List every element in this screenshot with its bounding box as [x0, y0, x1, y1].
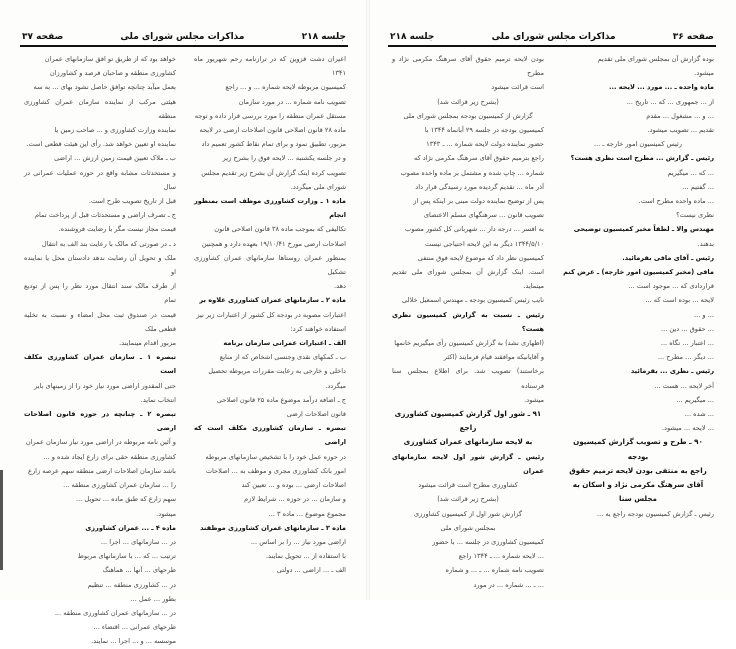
right-page [368, 0, 736, 600]
text-line: در ... کشاورزی منطقه ... تنظیم [87, 580, 176, 589]
text-line: انتخاب نماید. [140, 395, 176, 404]
text-line: است. اینک گزارش آن بمجلس شورای ملی تقدیم مینماید. [392, 268, 544, 291]
page-number: صفحه ۳۶ [672, 32, 714, 42]
text-line: رئیس ـ نظری ... بفرمائید [630, 367, 714, 376]
text-line: ماده ۱ ـ وزارت کشاورزی موظف است بمنظور انجام [194, 197, 346, 220]
text-line: استفاده خواهند کرد: [290, 324, 346, 333]
text-line: ماده ۳ ـ سازمانهای عمران کشاورزی موظفند [200, 523, 346, 532]
scan-edge-shadow [0, 470, 3, 570]
text-line: اصلاحات ارضی ... بوده و ... تعیین کند [241, 481, 346, 490]
text-line: مستقل عمران منطقه را مورد بررسی قرار داده و توجه [194, 111, 346, 120]
text-line: و آئین نامه مربوطه در اراضی مورد نیاز سازمان عمران [25, 438, 176, 447]
text-line: بوده گزارش آن بمجلس شورای ملی تقدیم [597, 55, 714, 63]
text-line: در حوزه عمل خود را با تشخیص سازمانهای مربوطه [205, 452, 346, 461]
text-line: موسسه ... و ... اجرا ... نمایند. [91, 637, 176, 646]
text-line: باشد سازمان اصلاحات ارضی منطقه سهم عرصه زارع [28, 466, 176, 475]
text-line: تصویب کرده اینک گزارش آن بشرح زیر تقدیم مجلس [201, 168, 346, 177]
text-line: نماینده او تعیین خواهد شد. رأی این هیئت قطعی است. [26, 140, 176, 149]
text-line: قراردادی که ... موجود است ... [628, 282, 714, 291]
column-right [562, 52, 714, 521]
text-line: میشود. [156, 509, 176, 518]
text-line: آذر ماه ... تقدیم گردیده مورد رسیدگی قرار داد [415, 182, 544, 191]
text-line: رئیس ـ گزارش شور اول لایحه سازمانهای عمران [392, 452, 544, 475]
text-line: بمنظور عمران روستاها سازمانهای عمران کشاورزی تشکیل [194, 253, 346, 277]
publication-title: مذاکرات مجلس شورای ملی [120, 32, 245, 42]
text-line: قانون اصلاحات ارضی [286, 410, 346, 419]
text-line: راجع بترمیم حقوق آقای سرهنگ مکرمی نژاد که [413, 154, 544, 163]
text-line: ... شده ... [684, 410, 714, 419]
section-heading-line: به لایحه سازمانهای عمران کشاورزی [403, 437, 533, 447]
text-line: (اظهاری نشد) به گزارش کمیسیون رأی میگیریم خانمها [394, 339, 544, 348]
text-line: از طرف مالک سند انتقال مورد نظر را پس از تودیع تمام [24, 282, 176, 305]
text-line: اراضی مورد نیاز ... را بر اساس ... [250, 537, 346, 546]
text-line: ... گفتیم ... [682, 182, 714, 191]
text-line: ۱۳۴۴/۵/۱۰ دیگر به این لایحه احتیاجی نیست [425, 239, 544, 248]
column-left [24, 52, 176, 649]
left-page [0, 0, 368, 646]
text-line: ... لایحه ... میشود. [661, 424, 714, 433]
text-line: و سازمان ... در حوزه ... شرایط لازم [244, 495, 346, 504]
text-line: قیمت مجاز نیست مگر با رضایت فروشنده. [58, 225, 176, 234]
page-number: صفحه ۳۷ [22, 32, 64, 42]
text-line: ... و ... مشغول ... مقدم [646, 111, 714, 120]
text-line: بمجلس شورای ملی [440, 523, 496, 532]
text-line: الف ـ ... اراضی ... دولتی [276, 566, 346, 575]
text-line: لایحه ... بوده است که ... [645, 296, 714, 305]
session-number: جلسه ۲۱۸ [390, 32, 435, 42]
publication-title: مذاکرات مجلس شورای ملی [491, 32, 616, 42]
text-line: تصویب نامه شماره ... ـ ... و شماره [445, 566, 544, 575]
text-line: در ... سازمانهای ... اجرا ... [100, 537, 176, 546]
column-left [392, 52, 544, 592]
text-line: ب ـ ملاک تعیین قیمت زمین ارزش ... اراضی [54, 154, 176, 163]
text-line: (بشرح زیر قرائت شد) [437, 495, 499, 504]
text-line: میشود. [524, 395, 544, 404]
text-line: ... میگیریم ... [676, 395, 714, 404]
text-line: تبصره ۱ ـ سازمان عمران کشاورزی مکلف است [24, 353, 176, 376]
text-line: میگردد. [325, 381, 346, 390]
text-line: ... ـ ... شماره ... در مورد [473, 580, 544, 589]
text-line: ملک و تحویل آن رضایت ندهد دادستان محل یا نماینده او [24, 253, 176, 277]
text-line: داخلی و خارجی به رعایت مقررات مربوطه تحصیل [208, 367, 346, 376]
text-line: بودن لایحه ترمیم حقوق آقای سرهنگ مکرمی نژاد و مطرح [392, 55, 544, 78]
text-line: پس از توضیح نماینده دولت مبنی بر اینکه پس از [413, 197, 544, 206]
text-line: رئیس ـ گزارش ... مطرح است نظری هست؟ [570, 154, 714, 163]
text-line: بدهند. [697, 239, 714, 248]
text-line: اعیران دشت قزوین که در ترازنامه رحم شهریور ماه ۱۳۴۱ [194, 55, 346, 78]
text-line: بطور ... عمل ... [130, 594, 176, 603]
text-line: برخاستند) تصویب شد. برای اطلاع بمجلس سنا فرستاده [392, 367, 544, 390]
text-line: مزبور، تطبیق نمود و برای تمام نقاط کشور تعمیم داد [201, 140, 346, 149]
text-line: نایب رئیس کمیسیون بودجه ـ مهندس اسمعیل خلالی [402, 296, 544, 305]
text-line: مهندس والا ـ لطفاً مخبر کمیسیون توضیحی [573, 225, 714, 234]
text-line: گزارش شور اول از کمیسیون کشاورزی [413, 509, 523, 518]
text-line: رئیس ـ نسبت به گزارش کمیسیون نظری هست؟ [392, 310, 544, 333]
text-line: و مستحدثات مشابه واقع در حوزه عملیات عمرانی در سال [24, 168, 176, 191]
text-line: قبل از تاریخ تصویب طرح است. [88, 197, 176, 206]
text-line: اعتبارات مصوبه در بودجه کل کشور از اعتبارات زیر نیز [196, 310, 346, 319]
text-line: ... که ... میگیریم [667, 168, 714, 177]
text-line: حتی المقدور اراضی مورد نیاز خود را از زمینهای بایر [34, 381, 176, 390]
column-right [194, 52, 346, 578]
text-line: ... دیگر ... مطرح ... [657, 353, 714, 362]
text-line: قیمت در صندوق ثبت محل امضاء و نسبت به تخلیه قطعی ملک [24, 310, 176, 333]
text-line: در ... سازمانهای عمران کشاورزی منطقه ... [54, 608, 176, 617]
text-line: الف ـ اعتبارات عمرانی سازمان برنامه [223, 339, 346, 348]
text-line: تصویب قانون ... سرهنگهای مسلم الاعتصای [423, 211, 544, 220]
text-line: ج ـ تصرف اراضی و مستحدثات قبل از پرداخت تمام [34, 211, 176, 220]
text-line: رئیس کمیسیون امور خارجه ـ ... [593, 140, 682, 149]
text-line: رئیس ـ آقای مافی بفرمائید. [622, 253, 714, 262]
text-line: حضور نماینده دولت لایحه شماره ... ـ ۱۳۴۳ [426, 140, 544, 149]
header-rule [388, 45, 716, 47]
text-line: ... لایحه شماره ... ـ ۱۳۴۴ راجع [458, 552, 544, 561]
text-line: ... اعتبار ... نگاه ... [660, 339, 714, 348]
text-line: ... و ... [694, 310, 714, 319]
text-line: د ـ در صورتی که مالک با رعایت بند الف به انتقال [41, 239, 176, 248]
text-line: را ... سازمان عمران کشاورزی منطقه ... [63, 481, 176, 490]
text-line: کشاورزی مطرح است قرائت میشود [418, 481, 518, 490]
text-line: آخر لایحه ... هست ... [654, 381, 714, 390]
text-line: ب ـ کمکهای نقدی وجنسی اشخاص که از منابع [219, 353, 346, 362]
text-line: دهد. [334, 282, 346, 291]
text-line: شورای ملی میگردد. [290, 182, 346, 191]
text-line: کمیسیون کشاورزی در جلسه ... با حضور [432, 537, 544, 546]
text-line: خواهد بود که از طریق تو افق سازمانهای عمران [44, 55, 176, 63]
page-header [390, 28, 714, 42]
text-line: ماده واحده ـ ... مورد ... لایحه ... [608, 83, 714, 92]
text-line: گزارش از کمیسیون بودجه بمجلس شورای ملی [403, 111, 533, 120]
book-gutter [366, 0, 370, 600]
text-line: تصویب نامه شماره ... در مورد سازمان [238, 97, 346, 106]
text-line: تبصره ۲ ـ چنانچه در حوزه قانون اصلاحات ارضی [24, 410, 176, 433]
text-line: نظری نیست؟ [676, 211, 714, 220]
text-line: ماده ۲۸ قانون اصلاحی قانون اصلاحات ارضی در لایحه [199, 126, 346, 135]
text-line: ماده ۴ ـ ... عمران کشاورزی [85, 523, 176, 532]
text-line: و آقایانیکه موافقند قیام فرمایند (اکثر [443, 353, 544, 362]
text-line: طرحهای عمرانی ... اقتضاء ... [93, 623, 176, 632]
text-line: از ... جمهوری ... که ... تاریخ ... [626, 97, 714, 106]
text-line: اصلاحات ارضی مورخ ۱۹/۱۰/۴۱ بعهده دارد و همچنین [201, 239, 346, 248]
text-line: کمیسیون نظر داد که موضوع لایحه فوق منتفی [417, 253, 544, 262]
text-line: نماینده وزارت کشاورزی و ... صاحب زمین یا [54, 126, 176, 135]
section-heading-line: آقای سرهنگ مکرمی نژاد و اسکان به [572, 480, 704, 490]
header-rule [20, 45, 348, 47]
section-heading-line: مجلس سنا [619, 494, 657, 504]
text-line: با استفاده از ... تحویل نمایند. [265, 552, 346, 561]
text-line: کشاورزی منطقه و صاحبان فرصد و کشاورزان [49, 69, 176, 78]
text-line: ترتیب ... که ... با سازمانهای مربوط [77, 552, 176, 561]
text-line: مافی (مخبر کمیسیون امور خارجه) ـ عرض کنم [563, 268, 714, 277]
text-line: هیئتی مرکب از نماینده سازمان عمران کشاورزی منطقه [24, 97, 176, 120]
text-line: به افسر ... درجه دار ... شهربانی کل کشور مصوب [405, 225, 544, 234]
text-line: و در جلسه یکشنبه ... لایحه فوق را بشرح زیر [222, 154, 346, 163]
text-line: کمیسیون مربوطه لایحه شماره ... و ... راجع [225, 83, 346, 92]
text-line: طرحهای ... آنها ... هماهنگ [102, 566, 176, 575]
text-line: سهم زارع که طبق ماده ... تحویل ... [75, 495, 176, 504]
text-line: تقدیم ... تصویب میشود. [647, 126, 714, 135]
text-line: (بشرح زیر قرائت شد) [437, 97, 499, 106]
text-line: ج ـ اضافه درآمد موضوع ماده ۲۵ قانون اصلاحی [216, 395, 346, 404]
text-line: ... حقوق ... دین ... [661, 324, 714, 333]
text-line: تبصره ـ سازمان کشاورزی مکلف است که اراضی [194, 424, 346, 447]
text-line: میشود. [694, 69, 714, 78]
text-line: بعمل میآید چنانچه توافق حاصل نشود بهای ... به سه [33, 83, 176, 92]
text-line: است قرائت میشود [491, 83, 544, 92]
section-heading-line: ۹۰ ـ طرح و تصویب گزارش کمیسیون بودجه [573, 437, 703, 461]
section-heading-line: ۹۱ ـ شور اول گزارش کمیسیون کشاورزی راجع [394, 409, 542, 433]
page-header [22, 28, 346, 42]
text-line: تکالیفی که بموجب ماده ۳۸ قانون اصلاحی قانون [214, 225, 346, 234]
section-heading-line: راجع به منتفی بودن لایحه ترمیم حقوق [569, 465, 707, 475]
text-line: ... ماده واحده مطرح است. [638, 197, 714, 206]
text-line: امور بانک کشاورزی مجری و موظف به ... اصلاحات [205, 466, 346, 475]
session-number: جلسه ۲۱۸ [301, 32, 346, 42]
text-line: شماره ... چاپ شده و مشتمل بر ماده واحده مصوب [400, 168, 544, 177]
text-line: کشاورزی منطقه حقی برای زارع ایجاد شده و ... [43, 452, 176, 461]
text-line: ماده ۲ ـ سازمانهای عمران کشاورزی علاوه بر [199, 296, 346, 305]
text-line: کمیسیون بودجه در جلسه ۲۹ آبانماه ۱۳۴۴ با [424, 126, 544, 135]
text-line: رئیس ـ گزارش کمیسیون بودجه راجع به ... [597, 509, 714, 518]
text-line: مزبور اقدام مینمایند. [119, 339, 176, 348]
text-line: مجموع موضوع ... ماده ۳ ... [268, 509, 346, 518]
